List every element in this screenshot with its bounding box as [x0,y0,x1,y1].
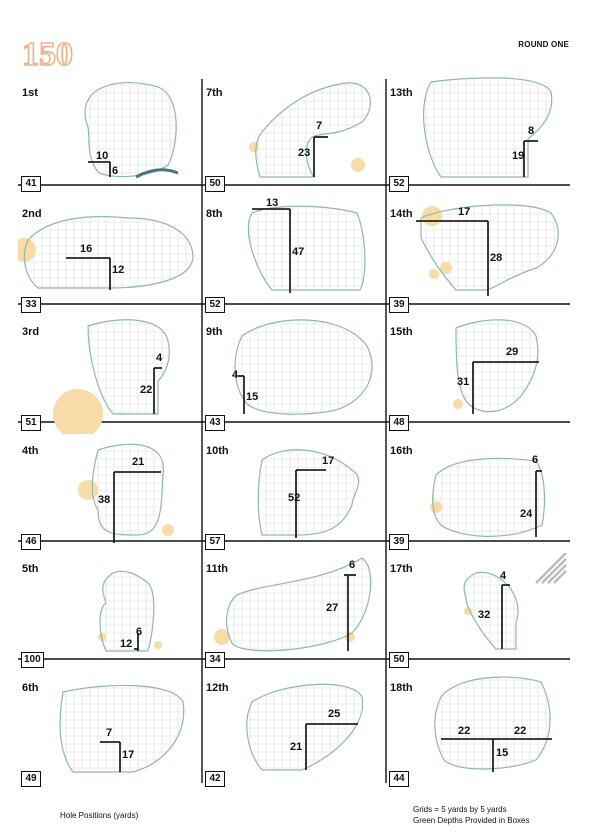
bunker [162,524,174,536]
green-outline [247,684,363,770]
green-diagram [18,77,202,195]
hole-card-10th [202,435,386,553]
pin-distance-label: 12 [112,263,125,276]
hole-number: 16th [390,444,413,457]
hole-number: 3rd [22,326,40,338]
pin-distance-label: 17 [458,205,471,218]
green-diagram [386,198,570,316]
hole-card-16th [386,435,570,553]
pin-distance-label: 8 [528,125,535,137]
green-depth-box: 51 [21,415,41,431]
hole-number: 17th [390,563,413,575]
green-diagram [202,435,386,553]
green-depth-box: 44 [389,771,409,787]
hole-card-3rd [18,316,202,434]
hole-number: 14th [390,207,413,220]
hole-number: 15th [390,326,413,338]
green-depth-box: 34 [205,652,225,668]
hatched-area [542,559,566,583]
pin-distance-label: 22 [140,384,153,396]
hole-number: 7th [206,87,223,99]
pin-distance-label: 24 [520,507,533,520]
green-diagram [18,553,202,671]
bunker [430,501,442,513]
pin-distance-label: 31 [457,376,470,388]
pin-distance-label: 15 [246,391,259,403]
pin-distance-label: 32 [478,609,491,621]
pin-distance-label: 4 [156,352,163,364]
green-depth-box: 49 [21,771,41,787]
pin-distance-label: 7 [106,726,113,739]
green-depth-box: 57 [205,534,225,550]
pin-distance-label: 28 [490,251,503,264]
hole-positions-grid [18,77,570,787]
bunker [154,641,162,649]
hole-card-12th [202,672,386,790]
green-outline [92,444,163,535]
bunker [249,142,259,152]
brand-logo [20,37,92,69]
hole-number: 4th [22,444,39,457]
green-depth-box: 50 [389,652,409,668]
green-outline [24,216,193,287]
pin-distance-label: 13 [266,197,279,209]
hole-card-17th [386,553,570,671]
bunker [53,389,103,434]
pin-distance-label: 17 [122,748,135,761]
green-diagram [202,77,386,195]
logo-text: 150 [22,37,73,69]
hatched-area [554,571,566,583]
hole-card-5th [18,553,202,671]
pin-distance-label: 38 [98,493,111,506]
green-diagram [18,316,202,434]
hole-number: 12th [206,681,229,694]
pin-distance-label: 27 [326,602,339,614]
hole-card-13th [386,77,570,195]
green-depth-box: 46 [21,534,41,550]
green-depth-box: 48 [389,415,409,431]
green-diagram [18,672,202,790]
pin-distance-label: 52 [288,491,301,504]
green-diagram [386,77,570,195]
pin-distance-label: 6 [136,626,143,638]
green-diagram [18,435,202,553]
green-outline [88,320,169,414]
hole-card-2nd [18,198,202,316]
green-outline [433,458,545,536]
pin-distance-label: 4 [232,369,239,381]
green-diagram [202,198,386,316]
pin-distance-label: 17 [322,454,335,467]
green-diagram [202,316,386,434]
green-depth-box: 33 [21,297,41,313]
green-depth-box: 42 [205,771,225,787]
green-depth-box: 43 [205,415,225,431]
hole-number: 8th [206,207,223,220]
pin-distance-label: 6 [532,453,539,466]
hole-card-6th [18,672,202,790]
hole-number: 9th [206,326,223,338]
green-diagram [202,672,386,790]
pin-distance-label: 10 [96,150,109,162]
green-depth-box: 50 [205,176,225,192]
green-outline [258,449,358,534]
bunker [78,480,98,500]
pin-distance-label: 22 [458,724,471,737]
green-depth-box: 39 [389,534,409,550]
pin-distance-label: 29 [506,346,519,358]
green-depth-box: 100 [21,652,44,668]
footer-legend: Hole Positions (yards) [60,811,139,820]
hole-card-4th [18,435,202,553]
hole-card-15th [386,316,570,434]
hole-number: 18th [390,681,413,694]
hole-card-7th [202,77,386,195]
footer-notes [413,804,530,826]
hole-number: 10th [206,444,229,457]
pin-distance-label: 6 [349,559,356,571]
green-depth-box: 39 [389,297,409,313]
grid-note: Grids = 5 yards by 5 yards [413,805,507,814]
green-diagram [386,435,570,553]
green-depth-box: 52 [205,297,225,313]
pin-distance-label: 15 [496,746,509,759]
bunker [453,399,463,409]
hole-card-18th [386,672,570,790]
green-depth-box: 52 [389,176,409,192]
pin-distance-label: 6 [112,165,119,177]
green-diagram [202,553,386,671]
pin-distance-label: 7 [316,120,323,132]
pin-distance-label: 12 [120,638,133,650]
green-outline [464,572,518,649]
pin-distance-label: 23 [298,147,311,159]
water-edge [136,170,178,177]
green-diagram [386,553,570,671]
hole-card-8th [202,198,386,316]
green-diagram [386,672,570,790]
hole-number: 2nd [22,207,42,220]
pin-distance-label: 21 [132,455,145,468]
pin-distance-label: 4 [500,570,507,582]
hole-card-9th [202,316,386,434]
hole-number: 1st [22,87,38,99]
hole-number: 13th [390,87,413,99]
bunker [429,269,439,279]
green-diagram [18,198,202,316]
hole-card-11th [202,553,386,671]
hole-number: 11th [206,563,229,575]
hole-card-1st [18,77,202,195]
green-outline [456,320,538,412]
green-depth-box: 41 [21,176,41,192]
round-title: ROUND ONE [518,40,569,49]
hole-card-14th [386,198,570,316]
pin-distance-label: 21 [290,740,303,753]
hole-number: 5th [22,563,39,575]
hole-number: 6th [22,681,39,694]
pin-distance-label: 16 [80,242,93,255]
depth-note: Green Depths Provided in Boxes [413,816,530,825]
pin-distance-label: 19 [512,150,525,162]
pin-distance-label: 47 [292,245,305,258]
pin-distance-label: 25 [328,707,341,720]
bunker [351,158,365,172]
green-diagram [386,316,570,434]
pin-distance-label: 22 [514,724,527,737]
